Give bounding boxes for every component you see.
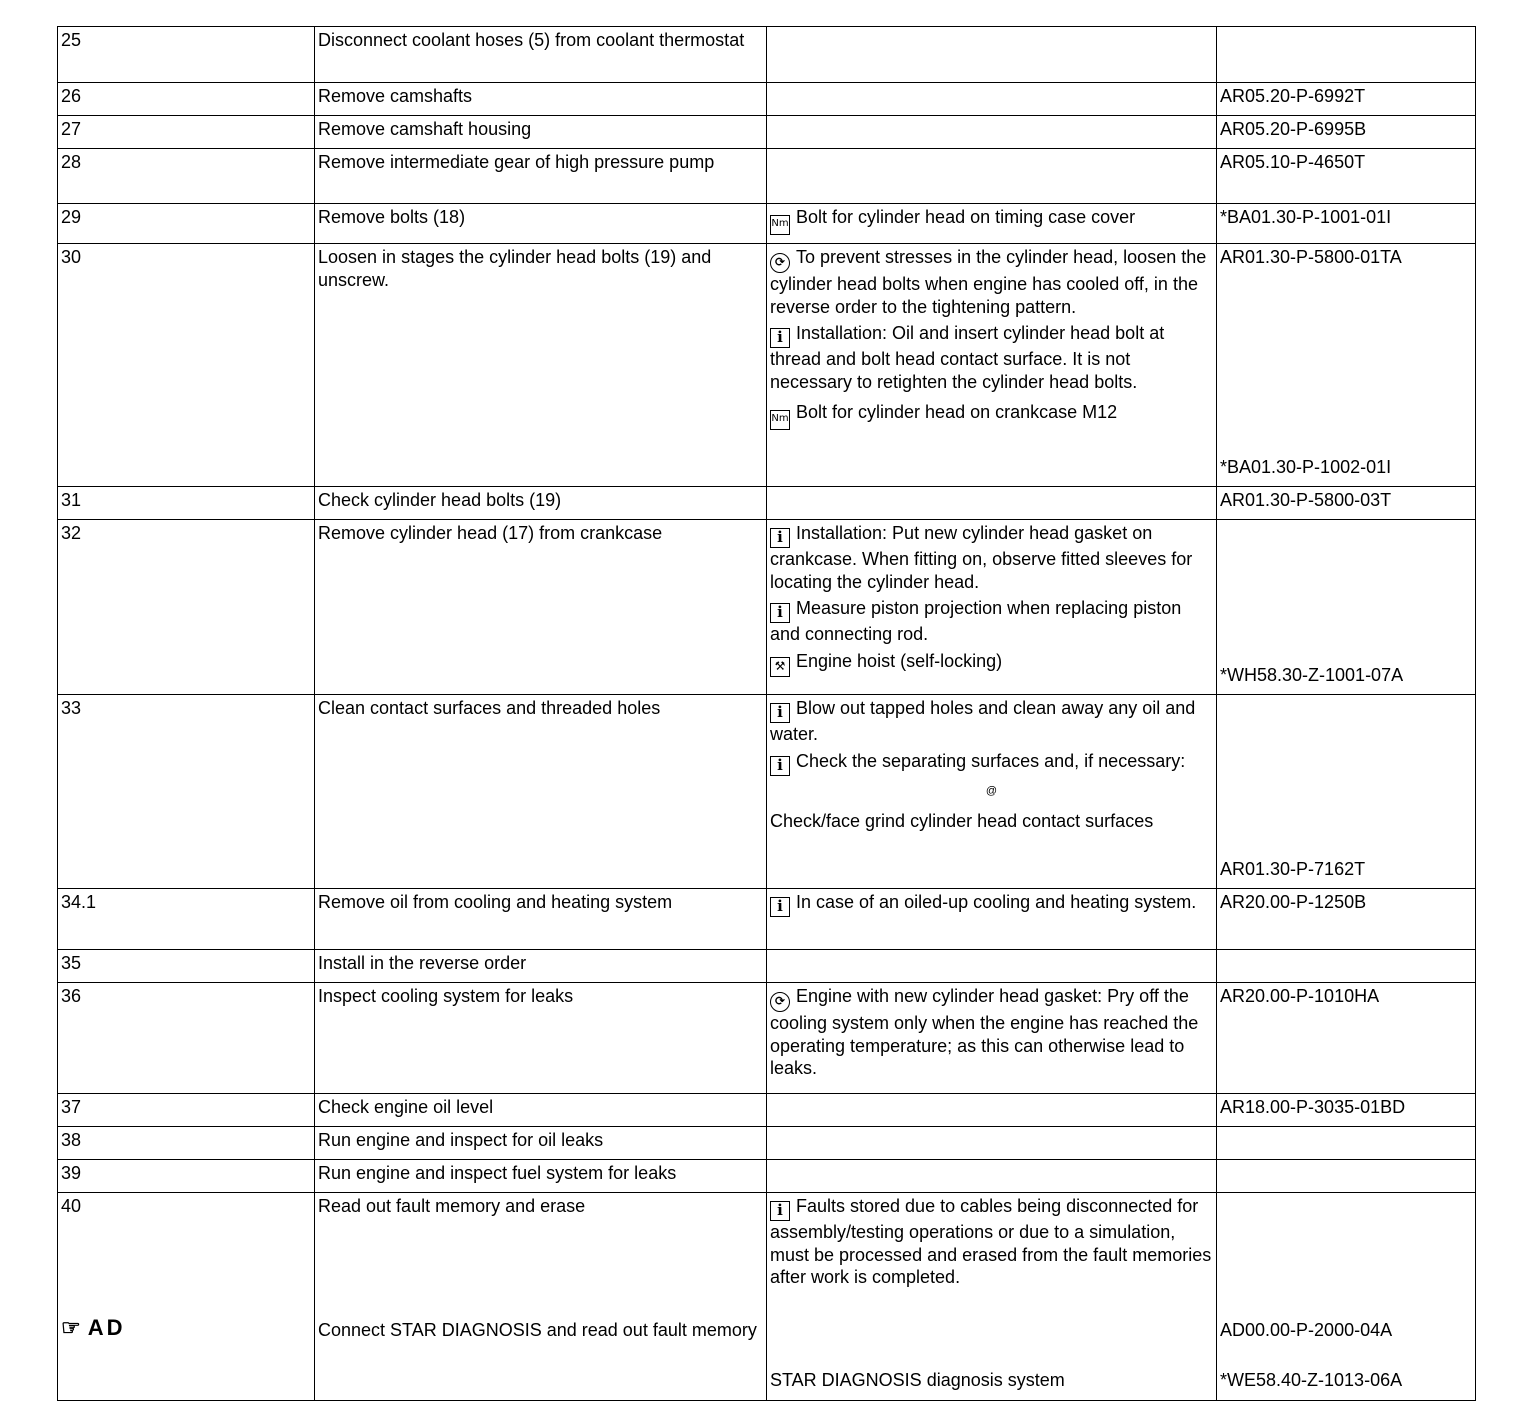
step-notes — [767, 1193, 1217, 1401]
table-row — [58, 1193, 1476, 1401]
step-reference: AR05.10-P-4650T — [1217, 149, 1476, 204]
step-notes — [767, 695, 1217, 889]
hand-pointer-icon: ☞ — [61, 1315, 84, 1340]
step-action: Inspect cooling system for leaks — [315, 983, 767, 1094]
step-number — [58, 1193, 315, 1401]
ad-label: AD — [87, 1315, 126, 1340]
info-icon: i — [770, 756, 790, 776]
step-number: 36 — [58, 983, 315, 1094]
table-row — [58, 116, 1476, 149]
step-action-2: Connect STAR DIAGNOSIS and read out fault memory — [318, 1320, 757, 1340]
step-reference — [1217, 1127, 1476, 1160]
step-action: Remove intermediate gear of high pressure pump — [315, 149, 767, 204]
step-notes — [767, 27, 1217, 83]
step-action: Remove cylinder head (17) from crankcase — [315, 520, 767, 695]
table-row — [58, 204, 1476, 244]
step-number: 25 — [58, 27, 315, 83]
note — [770, 985, 1213, 1080]
note-text: Engine hoist (self-locking) — [796, 650, 1003, 671]
table-row — [58, 149, 1476, 204]
info-icon: i — [770, 528, 790, 548]
step-reference — [1217, 1160, 1476, 1193]
table-row — [58, 950, 1476, 983]
tool-text: STAR DIAGNOSIS diagnosis system — [770, 1370, 1065, 1390]
step-notes — [767, 983, 1217, 1094]
step-number: 29 — [58, 204, 315, 244]
step-action: Read out fault memory and erase — [318, 1196, 586, 1216]
step-notes — [767, 520, 1217, 695]
note — [770, 750, 1213, 776]
table-row — [58, 1160, 1476, 1193]
step-number: 32 — [58, 520, 315, 695]
note — [770, 522, 1213, 593]
step-reference — [1217, 950, 1476, 983]
step-action — [315, 1193, 767, 1401]
torque-icon: Nm — [770, 410, 790, 430]
step-number: 26 — [58, 83, 315, 116]
step-reference: AR18.00-P-3035-01BD — [1217, 1094, 1476, 1127]
step-notes — [767, 204, 1217, 244]
caution-icon: ⟳ — [770, 992, 790, 1012]
note — [770, 246, 1213, 318]
step-reference: AR05.20-P-6995B — [1217, 116, 1476, 149]
step-number: 33 — [58, 695, 315, 889]
step-notes — [767, 1094, 1217, 1127]
table-row — [58, 487, 1476, 520]
note-text: Bolt for cylinder head on crankcase M12 — [796, 402, 1118, 422]
step-reference: AR20.00-P-1250B — [1217, 889, 1476, 950]
step-notes — [767, 487, 1217, 520]
info-icon: i — [770, 703, 790, 723]
step-reference: AR05.20-P-6992T — [1217, 83, 1476, 116]
table-row — [58, 520, 1476, 695]
note-text: Measure piston projection when replacing piston and connecting rod. — [770, 598, 1182, 644]
step-reference — [1217, 244, 1476, 487]
step-reference — [1217, 1193, 1476, 1401]
table-row — [58, 695, 1476, 889]
note — [770, 597, 1213, 646]
step-number: 40 — [61, 1196, 82, 1216]
step-action: Install in the reverse order — [315, 950, 767, 983]
step-action: Remove oil from cooling and heating system — [315, 889, 767, 950]
step-notes — [767, 1160, 1217, 1193]
step-number: 38 — [58, 1127, 315, 1160]
note — [770, 206, 1213, 235]
step-reference: *BA01.30-P-1001-01I — [1217, 204, 1476, 244]
step-notes — [767, 889, 1217, 950]
step-action: Clean contact surfaces and threaded holes — [315, 695, 767, 889]
step-number: 28 — [58, 149, 315, 204]
step-number: 30 — [58, 244, 315, 487]
step-action: Remove camshafts — [315, 83, 767, 116]
note-text: Check/face grind cylinder head contact surfaces — [770, 811, 1154, 831]
reference-tool: *WE58.40-Z-1013-06A — [1220, 1370, 1403, 1390]
step-reference — [1217, 520, 1476, 695]
info-icon: i — [770, 328, 790, 348]
reference-2: *WH58.30-Z-1001-07A — [1220, 664, 1404, 685]
caution-icon: ⟳ — [770, 253, 790, 273]
step-number: 27 — [58, 116, 315, 149]
step-number: 39 — [58, 1160, 315, 1193]
note — [770, 322, 1213, 393]
note-text: Blow out tapped holes and clean away any oil and water. — [770, 698, 1196, 744]
step-notes — [767, 116, 1217, 149]
note-text: Installation: Oil and insert cylinder head bolt at thread and bolt head contact surface. It is not necessary to retighten the cylinder head bolts. — [770, 323, 1165, 392]
step-notes — [767, 83, 1217, 116]
table-row — [58, 244, 1476, 487]
table-row — [58, 1127, 1476, 1160]
step-action: Remove bolts (18) — [315, 204, 767, 244]
procedure-table-body — [58, 27, 1476, 1401]
step-action: Remove camshaft housing — [315, 116, 767, 149]
step-number: 31 — [58, 487, 315, 520]
note-text: Installation: Put new cylinder head gasket on crankcase. When fitting on, observe fitted sleeves for locating the cylinder head. — [770, 523, 1193, 592]
table-row — [58, 889, 1476, 950]
step-number: 35 — [58, 950, 315, 983]
note-text: Check the separating surfaces and, if necessary: — [796, 750, 1186, 771]
reference: AR01.30-P-5800-01TA — [1220, 247, 1402, 267]
ad-marker — [61, 1317, 126, 1340]
reference-ad: AD00.00-P-2000-04A — [1220, 1320, 1393, 1340]
note-text: In case of an oiled-up cooling and heating system. — [796, 892, 1197, 912]
note-text: Faults stored due to cables being disconnected for assembly/testing operations or due to a simulation, must be processed and erased from the fault memories after work is completed. — [770, 1196, 1212, 1287]
tool-icon: ⚒ — [770, 657, 790, 677]
note-text: Bolt for cylinder head on timing case cover — [796, 207, 1136, 227]
note-text: Engine with new cylinder head gasket: Pry off the cooling system only when the engine has reached the operating temperature; as this can otherwise lead to leaks. — [770, 986, 1199, 1078]
reference-2: AR01.30-P-7162T — [1220, 858, 1366, 879]
procedure-table — [57, 26, 1476, 1401]
torque-icon: Nm — [770, 215, 790, 235]
step-action: Disconnect coolant hoses (5) from coolant thermostat — [315, 27, 767, 83]
step-action: Run engine and inspect fuel system for leaks — [315, 1160, 767, 1193]
step-notes — [767, 149, 1217, 204]
table-row — [58, 83, 1476, 116]
step-reference — [1217, 27, 1476, 83]
table-row — [58, 1094, 1476, 1127]
table-row — [58, 983, 1476, 1094]
step-action: Check cylinder head bolts (19) — [315, 487, 767, 520]
info-icon: i — [770, 1201, 790, 1221]
step-number: 37 — [58, 1094, 315, 1127]
note — [770, 401, 1213, 430]
note — [770, 810, 1213, 833]
step-reference — [1217, 695, 1476, 889]
note — [770, 650, 1213, 677]
step-notes — [767, 244, 1217, 487]
note — [770, 891, 1213, 917]
step-notes — [767, 950, 1217, 983]
table-row — [58, 27, 1476, 83]
step-action: Run engine and inspect for oil leaks — [315, 1127, 767, 1160]
info-icon: i — [770, 603, 790, 623]
step-number: 34.1 — [58, 889, 315, 950]
step-notes — [767, 1127, 1217, 1160]
step-action: Check engine oil level — [315, 1094, 767, 1127]
mark-symbol: @ — [985, 784, 998, 797]
step-reference: AR20.00-P-1010HA — [1217, 983, 1476, 1094]
info-icon: i — [770, 897, 790, 917]
reference-2: *BA01.30-P-1002-01I — [1220, 456, 1392, 477]
step-reference: AR01.30-P-5800-03T — [1217, 487, 1476, 520]
note — [770, 1195, 1213, 1289]
step-action: Loosen in stages the cylinder head bolts (19) and unscrew. — [315, 244, 767, 487]
note-text: To prevent stresses in the cylinder head, loosen the cylinder head bolts when engine has cooled off, in the reverse order to the tightening pattern. — [770, 247, 1207, 317]
note — [770, 697, 1213, 746]
